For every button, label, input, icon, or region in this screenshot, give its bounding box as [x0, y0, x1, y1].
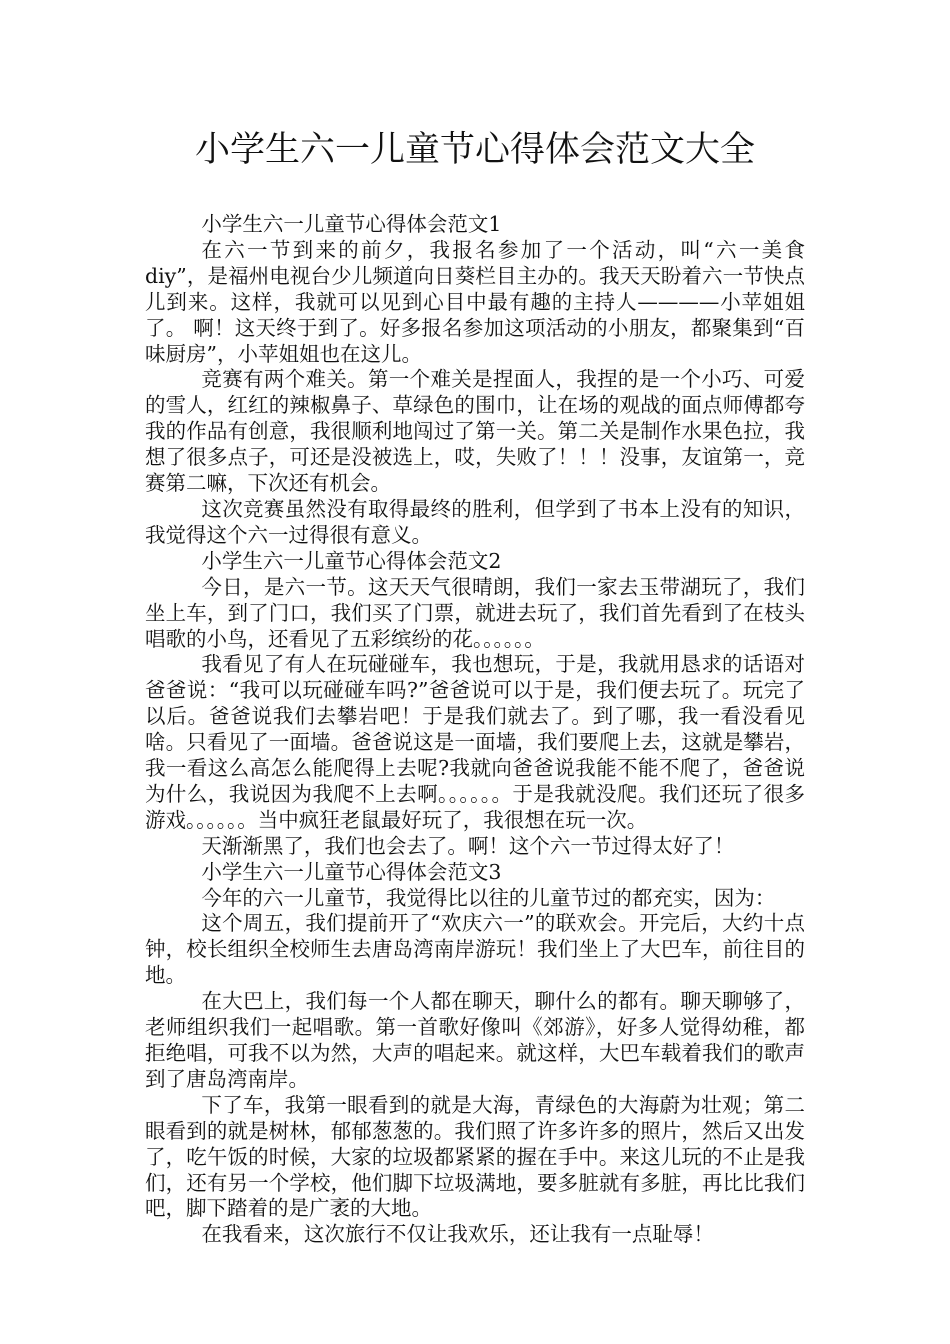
document-page [145, 124, 805, 1248]
paragraph: 今年的六一儿童节，我觉得比以往的儿童节过的都充实，因为： [201, 885, 776, 910]
paragraph: 这次竞赛虽然没有取得最终的胜利，但学到了书本上没有的知识，我觉得这个六一过得很有意义。 [145, 496, 805, 547]
paragraph: 在六一节到来的前夕，我报名参加了一个活动，叫“六一美食diy”，是福州电视台少儿频道向日葵栏目主办的。我天天盼着六一节快点儿到来。这样，我就可以见到心目中最有趣的主持人————小苹姐姐了。 啊！这天终于到了。好多报名参加这项活动的小朋友，都聚集到“百味厨房”，小苹姐姐也在这儿。 [145, 237, 805, 366]
paragraph: 竞赛有两个难关。第一个难关是捏面人，我捏的是一个小巧、可爱的雪人，红红的辣椒鼻子、草绿色的围巾，让在场的观战的面点师傅都夸我的作品有创意，我很顺利地闯过了第一关。第二关是制作水果色拉，我想了很多点子，可还是没被选上，哎，失败了！！！没事，友谊第一，竞赛第二嘛，下次还有机会。 [145, 367, 805, 496]
paragraph: 这个周五，我们提前开了“欢庆六一”的联欢会。开完后，大约十点钟，校长组织全校师生去唐岛湾南岸游玩！我们坐上了大巴车，前往目的地。 [145, 911, 805, 988]
document-title: 小学生六一儿童节心得体会范文大全 [194, 130, 755, 170]
paragraph: 在我看来，这次旅行不仅让我欢乐，还让我有一点耻辱！ [201, 1222, 714, 1247]
paragraph: 今日，是六一节。这天天气很晴朗，我们一家去玉带湖玩了，我们坐上车，到了门口，我们买了门票，就进去玩了，我们首先看到了在枝头唱歌的小鸟，还看见了五彩缤纷的花。。。。。。 [145, 574, 805, 651]
paragraph: 在大巴上，我们每一个人都在聊天，聊什么的都有。聊天聊够了，老师组织我们一起唱歌。第一首歌好像叫《郊游》，好多人觉得幼稚，都拒绝唱，可我不以为然，大声的唱起来。就这样，大巴车载着我们的歌声到了唐岛湾南岸。 [145, 989, 805, 1091]
section-heading-2: 小学生六一儿童节心得体会范文2 [201, 548, 502, 573]
paragraph: 下了车，我第一眼看到的就是大海，青绿色的大海蔚为壮观；第二眼看到的就是树林，郁郁葱葱的。我们照了许多许多的照片，然后又出发了，吃午饭的时候，大家的垃圾都紧紧的握在手中。来这儿玩的不止是我们，还有另一个学校，他们脚下垃圾满地，要多脏就有多脏，再比比我们吧，脚下踏着的是广袤的大地。 [145, 1092, 805, 1221]
paragraph: 天渐渐黑了，我们也会去了。啊！这个六一节过得太好了！ [201, 833, 735, 858]
paragraph: 我看见了有人在玩碰碰车，我也想玩，于是，我就用恳求的话语对爸爸说：“我可以玩碰碰车吗?”爸爸说可以于是，我们便去玩了。玩完了以后。爸爸说我们去攀岩吧！于是我们就去了。到了哪，我一看没看见啥。只看见了一面墙。爸爸说这是一面墙，我们要爬上去，这就是攀岩，我一看这么高怎么能爬得上去呢?我就向爸爸说我能不能不爬了，爸爸说为什么，我说因为我爬不上去啊。。。。。。于是我就没爬。我们还玩了很多游戏。。。。。。当中疯狂老鼠最好玩了，我很想在玩一次。 [145, 652, 805, 832]
section-heading-1: 小学生六一儿童节心得体会范文1 [201, 212, 502, 236]
section-heading-3: 小学生六一儿童节心得体会范文3 [201, 859, 502, 884]
